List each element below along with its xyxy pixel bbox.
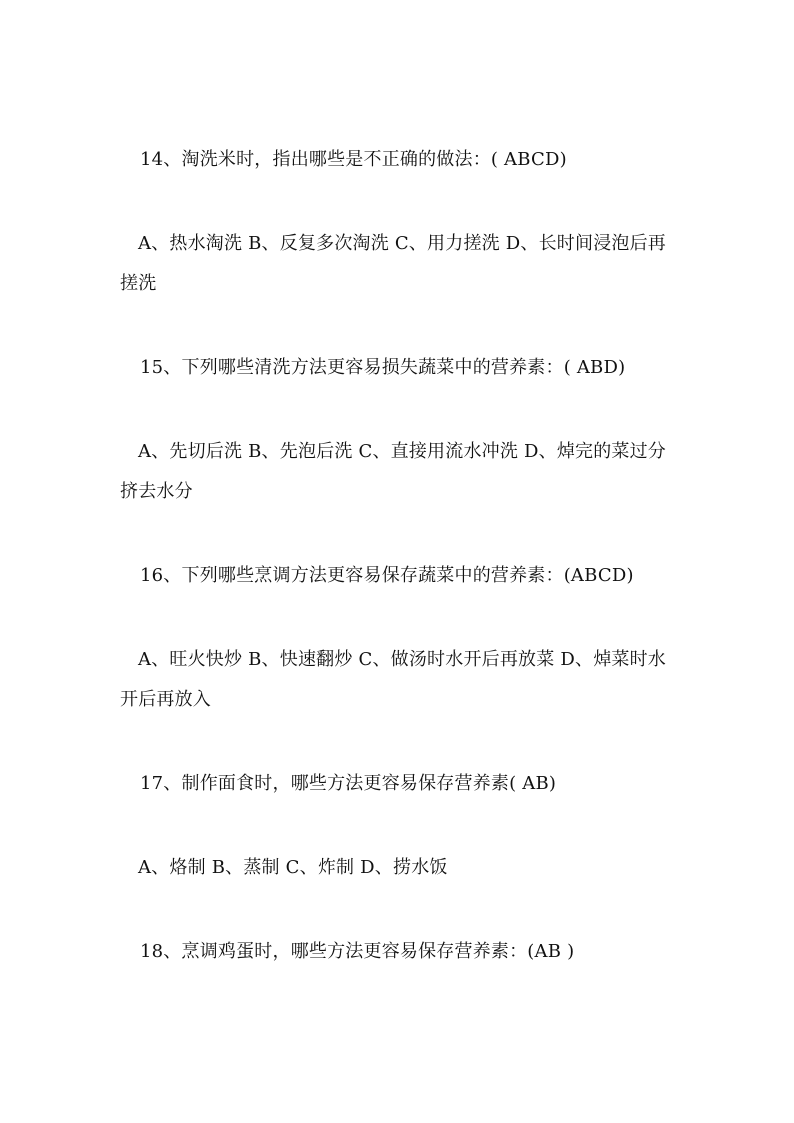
question-17: 17、制作面食时，哪些方法更容易保存营养素( AB): [140, 773, 557, 794]
options-17-text: A、烙制 B、蒸制 C、炸制 D、捞水饭: [138, 857, 448, 878]
options-15-line2: 挤去水分: [120, 481, 193, 502]
options-16-text: A、旺火快炒 B、快速翻炒 C、做汤时水开后再放菜 D、焯菜时水: [138, 649, 666, 670]
options-15-text: A、先切后洗 B、先泡后洗 C、直接用流水冲洗 D、焯完的菜过分: [138, 441, 666, 462]
options-17-line1: [0, 855, 794, 881]
question-14: 14、淘洗米时，指出哪些是不正确的做法：( ABCD): [140, 149, 567, 170]
options-16-line1: [0, 647, 794, 673]
options-16-line2: 开后再放入: [120, 689, 211, 710]
options-14-line2: 搓洗: [120, 273, 157, 294]
question-16: 16、下列哪些烹调方法更容易保存蔬菜中的营养素：(ABCD): [140, 565, 634, 586]
options-14-line1: [0, 231, 794, 257]
options-14-text: A、热水淘洗 B、反复多次淘洗 C、用力搓洗 D、长时间浸泡后再: [138, 233, 666, 254]
options-15-line1: [0, 439, 794, 465]
question-18: 18、烹调鸡蛋时，哪些方法更容易保存营养素：(AB ): [140, 941, 575, 962]
question-15: 15、下列哪些清洗方法更容易损失蔬菜中的营养素：( ABD): [140, 357, 626, 378]
